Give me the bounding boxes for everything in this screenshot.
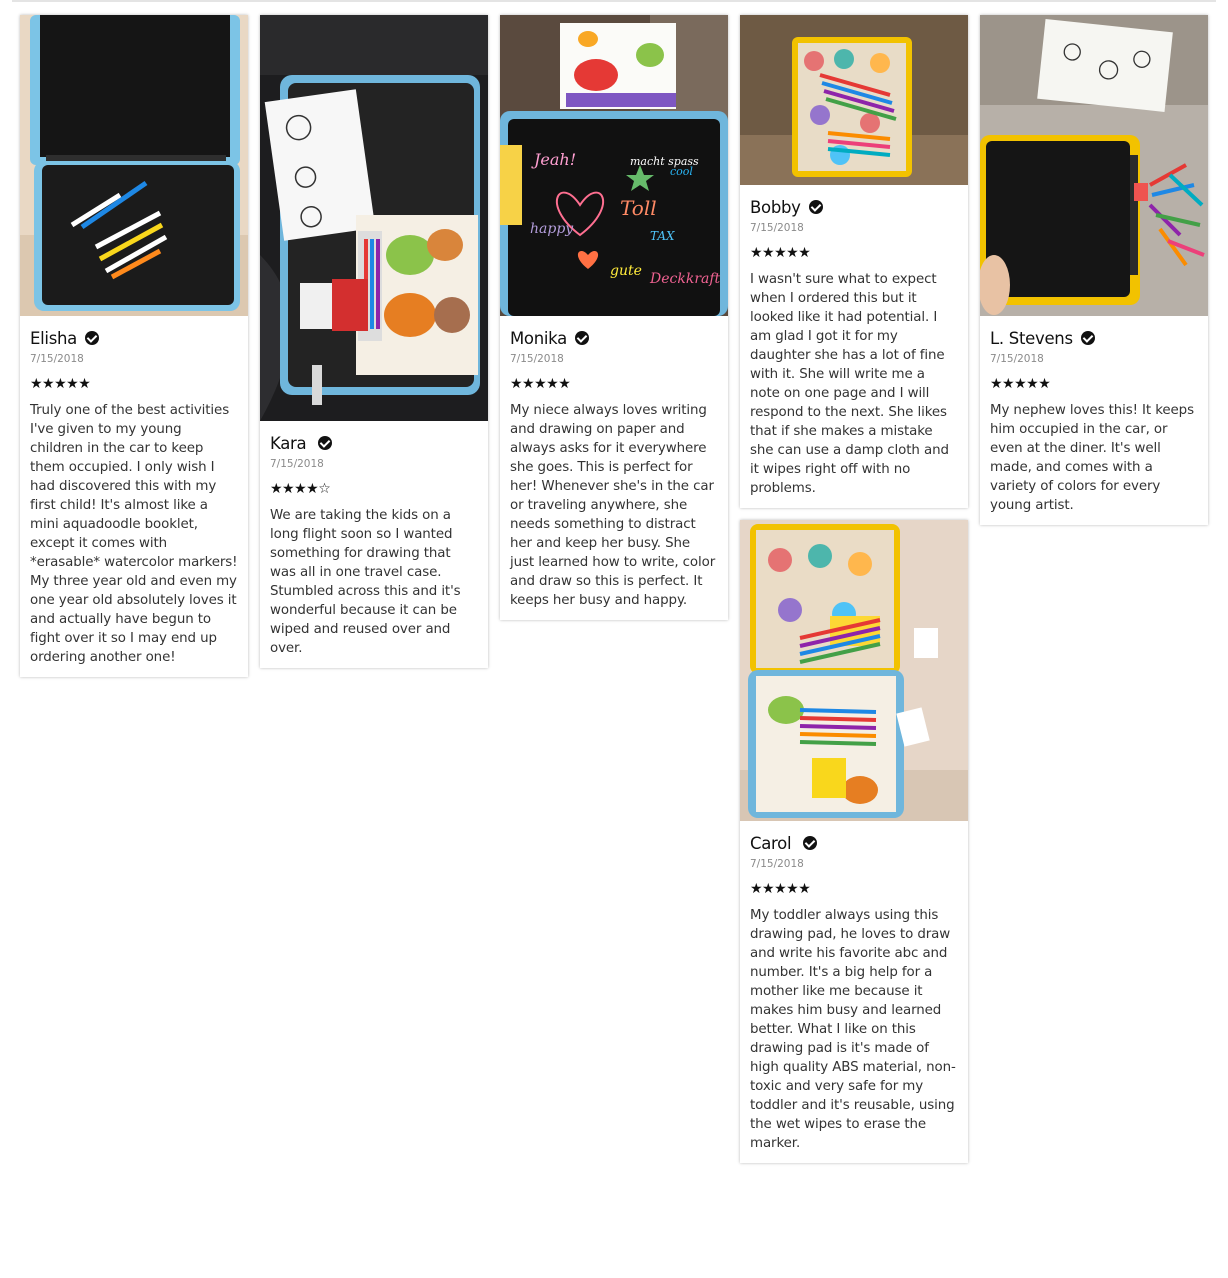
reviewer-name: L. Stevens <box>990 328 1073 348</box>
reviewer-name: Elisha <box>30 328 77 348</box>
review-photo[interactable] <box>740 520 968 821</box>
review-photo[interactable] <box>20 15 248 316</box>
review-column-5 <box>980 15 1208 537</box>
verified-check-icon <box>575 331 589 345</box>
reviewer-name: Kara <box>270 433 307 453</box>
svg-text:TAX: TAX <box>650 229 675 243</box>
svg-text:Toll: Toll <box>620 196 657 220</box>
review-photo[interactable] <box>500 15 728 316</box>
svg-text:happy: happy <box>530 221 574 237</box>
review-card-l-stevens[interactable] <box>980 15 1208 525</box>
review-text: I wasn't sure what to expect when I ordered this but it looked like it had potential. I am glad I got it for my daughter she has a lot of fine with it. She will write me a note on one page and I will respond to the next. She likes that if she makes a mistake she can use a damp cloth and it wipes right off with no problems. <box>750 272 949 496</box>
review-date: 7/15/2018 <box>270 458 324 470</box>
review-column-3 <box>500 15 728 632</box>
verified-check-icon <box>85 331 99 345</box>
review-column-2 <box>260 15 488 680</box>
verified-check-icon <box>809 200 823 214</box>
svg-text:Deckkraft: Deckkraft <box>650 271 721 287</box>
review-text: My niece always loves writing and drawing on paper and always asks for it everywhere she goes. This is perfect for her! Whenever she's in the car or traveling anywhere, she needs something to distract her and keep her busy. She just learned how to write, color and draw so this is perfect. It keeps her busy and happy. <box>510 403 716 608</box>
reviewer-name: Carol <box>750 833 792 853</box>
star-rating: ★★★★☆ <box>270 481 331 497</box>
star-rating: ★★★★★ <box>990 376 1051 392</box>
star-rating: ★★★★★ <box>750 245 811 261</box>
verified-check-icon <box>1081 331 1095 345</box>
review-card-carol[interactable] <box>740 520 968 1163</box>
review-photo[interactable] <box>980 15 1208 316</box>
svg-text:gute: gute <box>610 263 642 279</box>
review-card-bobby[interactable] <box>740 15 968 508</box>
star-rating: ★★★★★ <box>750 881 811 897</box>
review-photo[interactable] <box>740 15 968 185</box>
verified-check-icon <box>318 436 332 450</box>
review-date: 7/15/2018 <box>750 858 804 870</box>
review-column-1 <box>20 15 248 689</box>
review-date: 7/15/2018 <box>750 222 804 234</box>
top-divider <box>12 0 1216 2</box>
review-date: 7/15/2018 <box>510 353 564 365</box>
review-column-4 <box>740 15 968 1175</box>
verified-check-icon <box>803 836 817 850</box>
star-rating: ★★★★★ <box>30 376 91 392</box>
svg-text:Jeah!: Jeah! <box>534 150 577 169</box>
svg-text:macht spass: macht spass <box>630 155 699 168</box>
review-card-elisha[interactable] <box>20 15 248 677</box>
review-text: My toddler always using this drawing pad, he loves to draw and write his favorite abc and number. It's a big help for a mother like me because it makes him busy and learned better. What I like on this drawing pad is it's made of high quality ABS material, non-toxic and very safe for my toddler and it's reusable, using the wet wipes to erase the marker. <box>750 908 956 1151</box>
review-date: 7/15/2018 <box>990 353 1044 365</box>
review-card-kara[interactable] <box>260 15 488 668</box>
star-rating: ★★★★★ <box>510 376 571 392</box>
review-photo[interactable] <box>260 15 488 421</box>
review-card-monika[interactable] <box>500 15 728 620</box>
reviewer-name: Monika <box>510 328 567 348</box>
review-text: Truly one of the best activities I've given to my young children in the car to keep them occupied. I only wish I had discovered this with my first child! It's almost like a mini aquadoodle booklet, except it comes with *erasable* watercolor markers! My three year old and even my one year old absolutely loves it and actually have begun to fight over it so I may end up ordering another one! <box>30 403 238 665</box>
review-text: My nephew loves this! It keeps him occupied in the car, or even at the diner. It's well made, and comes with a variety of colors for every young artist. <box>990 403 1194 513</box>
svg-text:cool: cool <box>670 165 693 178</box>
review-date: 7/15/2018 <box>30 353 84 365</box>
review-text: We are taking the kids on a long flight soon so I wanted something for drawing that was all in one travel case. Stumbled across this and it's wonderful because it can be wiped and reused over and over. <box>270 508 461 656</box>
reviewer-name: Bobby <box>750 197 801 217</box>
